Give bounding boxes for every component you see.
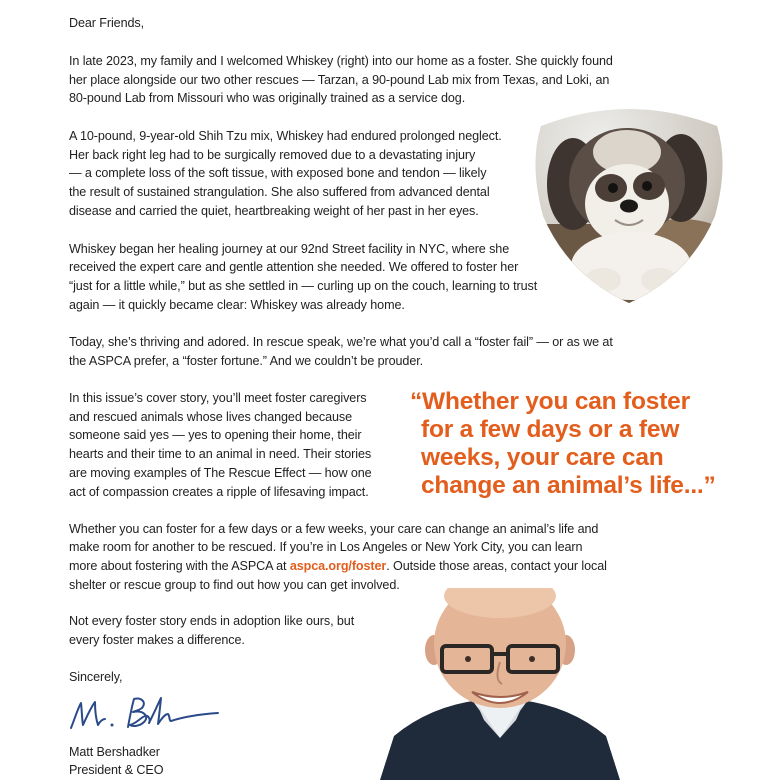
paragraph-cover-story-line: someone said yes — yes to opening their home, their — [69, 428, 362, 443]
paragraph-closing-line: Not every foster story ends in adoption like ours, but — [69, 614, 355, 628]
paragraph-foster-cta-line: Whether you can foster for a few days or a few weeks, your care can change an animal’s life and — [69, 521, 599, 536]
text-segment: more about fostering with the ASPCA at — [69, 558, 290, 573]
paragraph-intro-line: her place alongside our two other rescues — Tarzan, a 90-pound Lab mix from Texas, and Loki, an — [69, 72, 610, 87]
paragraph-thriving-line: Today, she’s thriving and adored. In rescue speak, we’re what you’d call a “foster fail” — or as we at — [69, 335, 613, 349]
paragraph-intro-line: In late 2023, my family and I welcomed Whiskey (right) into our home as a foster. She quickly found — [69, 54, 613, 68]
pull-quote-line: weeks, your care can — [421, 444, 664, 471]
paragraph-healing-line: Whiskey began her healing journey at our 92nd Street facility in NYC, where she — [69, 241, 510, 256]
paragraph-foster-cta-line — [69, 557, 607, 576]
paragraph-whiskey-line: A 10-pound, 9-year-old Shih Tzu mix, Whiskey had endured prolonged neglect. — [69, 129, 502, 143]
paragraph-whiskey-line: Her back right leg had to be surgically removed due to a devastating injury — [69, 147, 476, 162]
paragraph-cover-story-line: and rescued animals whose lives changed because — [69, 409, 353, 424]
paragraph-healing-line: received the expert care and gentle attention she needed. We offered to foster her — [69, 260, 519, 275]
signature-image — [68, 694, 224, 734]
signer-title: President & CEO — [69, 763, 164, 777]
paragraph-closing-line: every foster makes a difference. — [69, 632, 245, 647]
paragraph-cover-story-line: hearts and their time to an animal in need. Their stories — [69, 447, 372, 462]
paragraph-foster-cta-line: make room for another to be rescued. If you’re in Los Angeles or New York City, you can learn — [69, 540, 583, 555]
text-segment: . Outside those areas, contact your local — [386, 558, 607, 573]
pull-quote-line: “Whether you can foster — [410, 388, 690, 415]
paragraph-foster-cta-line: shelter or rescue group to find out how you can get involved. — [69, 577, 400, 592]
signer-name: Matt Bershadker — [69, 745, 160, 759]
paragraph-cover-story-line: In this issue’s cover story, you’ll meet foster caregivers — [69, 391, 367, 405]
ceo-portrait-photo — [380, 588, 620, 780]
paragraph-cover-story-line: are moving examples of The Rescue Effect — how one — [69, 465, 372, 480]
pull-quote — [410, 388, 750, 500]
paragraph-whiskey-line: the result of sustained strangulation. She also suffered from advanced dental — [69, 185, 490, 200]
whiskey-dog-photo — [531, 104, 727, 305]
paragraph-whiskey-line: — a complete loss of the soft tissue, with exposed bone and tendon — likely — [69, 166, 487, 181]
paragraph-intro-line: 80-pound Lab from Missouri who was originally trained as a service dog. — [69, 91, 466, 106]
greeting: Dear Friends, — [69, 16, 144, 30]
pull-quote-line: for a few days or a few — [421, 416, 680, 443]
paragraph-cover-story-line: act of compassion creates a ripple of lifesaving impact. — [69, 484, 369, 499]
paragraph-whiskey-line: disease and carried the quiet, heartbreaking weight of her past in her eyes. — [69, 203, 479, 218]
pull-quote-line: change an animal’s life...” — [421, 472, 716, 499]
aspca-foster-link[interactable]: aspca.org/foster — [289, 558, 387, 573]
paragraph-healing-line: “just for a little while,” but as she settled in — curling up on the couch, learning to trust — [69, 278, 538, 293]
paragraph-thriving-line: the ASPCA prefer, a “foster fortune.” And we couldn’t be prouder. — [69, 353, 424, 368]
paragraph-healing-line: again — it quickly became clear: Whiskey was already home. — [69, 297, 405, 312]
closing-salutation: Sincerely, — [69, 670, 123, 684]
